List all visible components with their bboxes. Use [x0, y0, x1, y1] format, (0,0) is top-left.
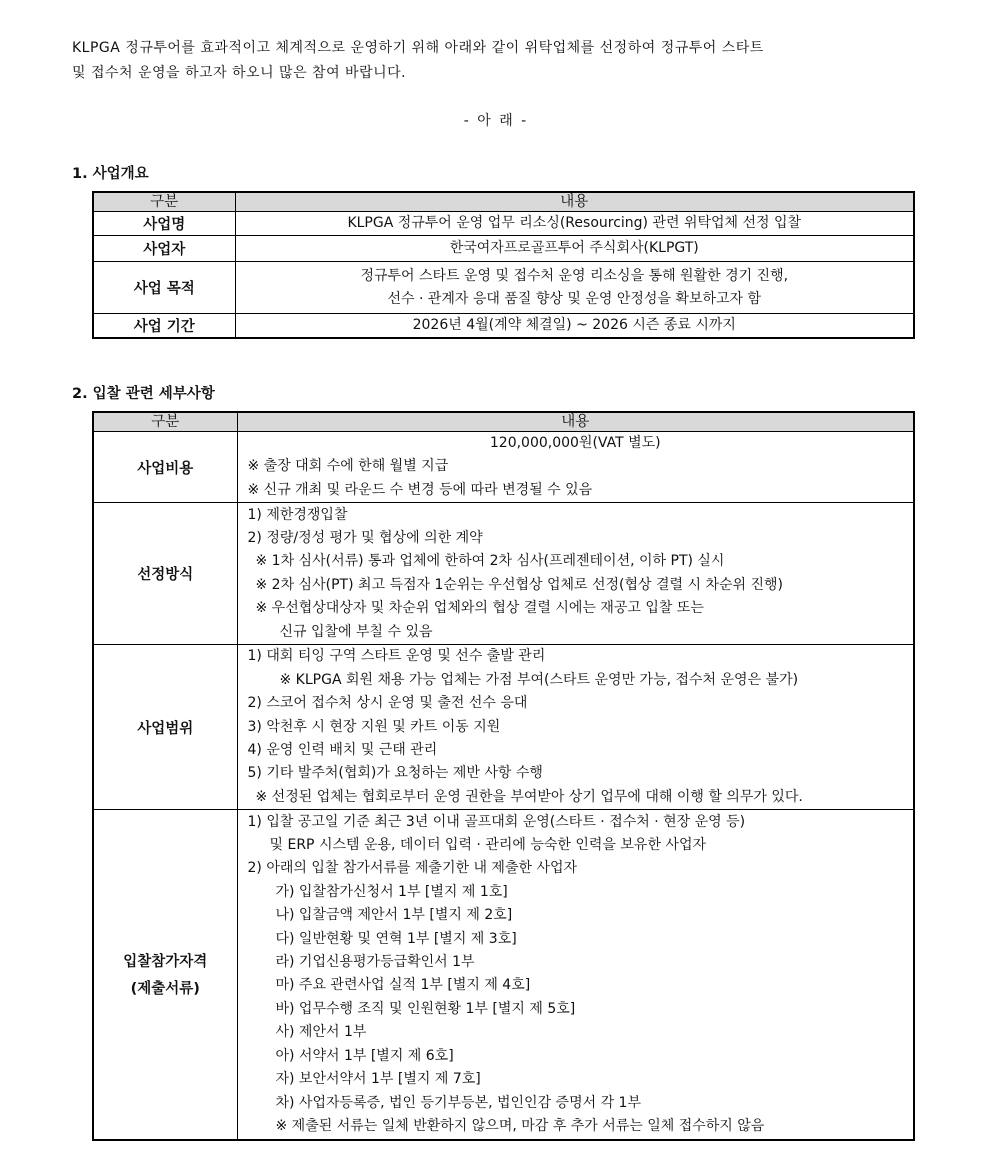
row-label: 선정방식	[93, 503, 237, 645]
list-item: 가) 입찰참가신청서 1부 [별지 제 1호]	[275, 883, 508, 900]
list-item: 바) 업무수행 조직 및 인원현황 1부 [별지 제 5호]	[275, 1000, 576, 1017]
label-line-1: 입찰참가자격	[123, 954, 208, 971]
list-item: 2) 아래의 입찰 참가서류를 제출기한 내 제출한 사업자	[247, 860, 578, 877]
table-row	[93, 314, 914, 339]
cost-amount: 120,000,000원(VAT 별도)	[489, 435, 661, 451]
section2-title: 2. 입찰 관련 세부사항	[72, 386, 215, 402]
table-row	[93, 503, 914, 645]
list-item: ※ 2차 심사(PT) 최고 득점자 1순위는 우선협상 업체로 선정(협상 결렬 시 차순위 진행)	[255, 576, 784, 593]
value-line: 정규투어 스타트 운영 및 접수처 운영 리소싱을 통해 원활한 경기 진행,	[360, 267, 789, 284]
row-value	[235, 236, 914, 262]
row-label: 사업명	[93, 212, 235, 236]
table-row	[93, 262, 914, 314]
header-category: 구분	[93, 412, 237, 432]
list-item: ※ 선정된 업체는 협회로부터 운영 권한을 부여받아 상기 업무에 대해 이행 할 의무가 있다.	[255, 788, 803, 805]
row-label	[93, 810, 237, 1140]
list-item: 3) 악천후 시 현장 지원 및 카트 이동 지원	[247, 718, 501, 735]
row-value	[235, 262, 914, 314]
intro-line-1: KLPGA 정규투어를 효과적이고 체계적으로 운영하기 위해 아래와 같이 위탁업체를 선정하여 정규투어 스타트	[72, 40, 764, 56]
table-header-row	[93, 412, 914, 432]
list-item: 차) 사업자등록증, 법인 등기부등본, 법인인감 증명서 각 1부	[275, 1094, 641, 1111]
value-line: 2026년 4월(계약 체결일) ~ 2026 시즌 종료 시까지	[412, 317, 736, 333]
value-line: 한국여자프로골프투어 주식회사(KLPGT)	[449, 240, 699, 256]
row-value	[237, 645, 914, 810]
list-item: 나) 입찰금액 제안서 1부 [별지 제 2호]	[275, 907, 513, 924]
list-item: ※ 1차 심사(서류) 통과 업체에 한하여 2차 심사(프레젠테이션, 이하 PT) 실시	[255, 553, 725, 570]
table-row	[93, 236, 914, 262]
list-item: ※ 우선협상대상자 및 차순위 업체와의 협상 결렬 시에는 재공고 입찰 또는	[255, 600, 704, 617]
row-value	[237, 503, 914, 645]
table-row	[93, 432, 914, 503]
row-label: 사업비용	[93, 432, 237, 503]
intro-paragraph	[72, 36, 922, 86]
row-value	[235, 212, 914, 236]
row-label: 사업 목적	[93, 262, 235, 314]
header-content: 내용	[235, 192, 914, 212]
list-item: ※ 제출된 서류는 일체 반환하지 않으며, 마감 후 추가 서류는 일체 접수하지 않음	[275, 1117, 765, 1134]
label-line-2: (제출서류)	[130, 981, 200, 998]
list-item: 마) 주요 관련사업 실적 1부 [별지 제 4호]	[275, 977, 531, 994]
row-label: 사업 기간	[93, 314, 235, 339]
list-item: 1) 입찰 공고일 기준 최근 3년 이내 골프대회 운영(스타트 · 접수처 · 현장 운영 등)	[247, 813, 746, 830]
list-item: 자) 보안서약서 1부 [별지 제 7호]	[275, 1071, 481, 1088]
list-item: 라) 기업신용평가등급확인서 1부	[275, 954, 475, 971]
table-row	[93, 645, 914, 810]
center-heading: - 아 래 -	[463, 113, 529, 129]
row-value	[235, 314, 914, 339]
list-item: 5) 기타 발주처(협회)가 요청하는 제반 사항 수행	[247, 765, 543, 782]
note-line: ※ 출장 대회 수에 한해 월별 지급	[247, 458, 449, 475]
table-row	[93, 212, 914, 236]
list-item: ※ KLPGA 회원 채용 가능 업체는 가점 부여(스타트 운영만 가능, 접수처 운영은 불가)	[279, 671, 799, 688]
list-item: 1) 대회 티잉 구역 스타트 운영 및 선수 출발 관리	[247, 648, 546, 665]
row-label: 사업자	[93, 236, 235, 262]
table-header-row	[93, 192, 914, 212]
table-row	[93, 810, 914, 1140]
list-item: 및 ERP 시스템 운용, 데이터 입력 · 관리에 능숙한 인력을 보유한 사업자	[269, 837, 706, 854]
row-label: 사업범위	[93, 645, 237, 810]
list-item: 4) 운영 인력 배치 및 근태 관리	[247, 741, 438, 758]
overview-table	[92, 191, 915, 339]
list-item: 아) 서약서 1부 [별지 제 6호]	[275, 1047, 454, 1064]
list-item: 사) 제안서 1부	[275, 1024, 367, 1041]
value-line: 선수 · 관계자 응대 품질 향상 및 운영 안정성을 확보하고자 함	[387, 290, 762, 307]
row-value	[237, 810, 914, 1140]
list-item: 다) 일반현황 및 연혁 1부 [별지 제 3호]	[275, 930, 517, 947]
row-value	[237, 432, 914, 503]
list-item: 2) 정량/정성 평가 및 협상에 의한 계약	[247, 529, 483, 546]
value-line: KLPGA 정규투어 운영 업무 리소싱(Resourcing) 관련 위탁업체 선정 입찰	[347, 215, 802, 231]
header-content: 내용	[237, 412, 914, 432]
list-item: 1) 제한경쟁입찰	[247, 506, 348, 523]
header-category: 구분	[93, 192, 235, 212]
note-line: ※ 신규 개최 및 라운드 수 변경 등에 따라 변경될 수 있음	[247, 481, 593, 498]
intro-line-2: 및 접수처 운영을 하고자 하오니 많은 참여 바랍니다.	[72, 65, 407, 81]
section1-title: 1. 사업개요	[72, 166, 149, 182]
list-item: 2) 스코어 접수처 상시 운영 및 출전 선수 응대	[247, 695, 528, 712]
bid-details-table	[92, 411, 915, 1141]
list-item: 신규 입찰에 부칠 수 있음	[279, 623, 433, 640]
